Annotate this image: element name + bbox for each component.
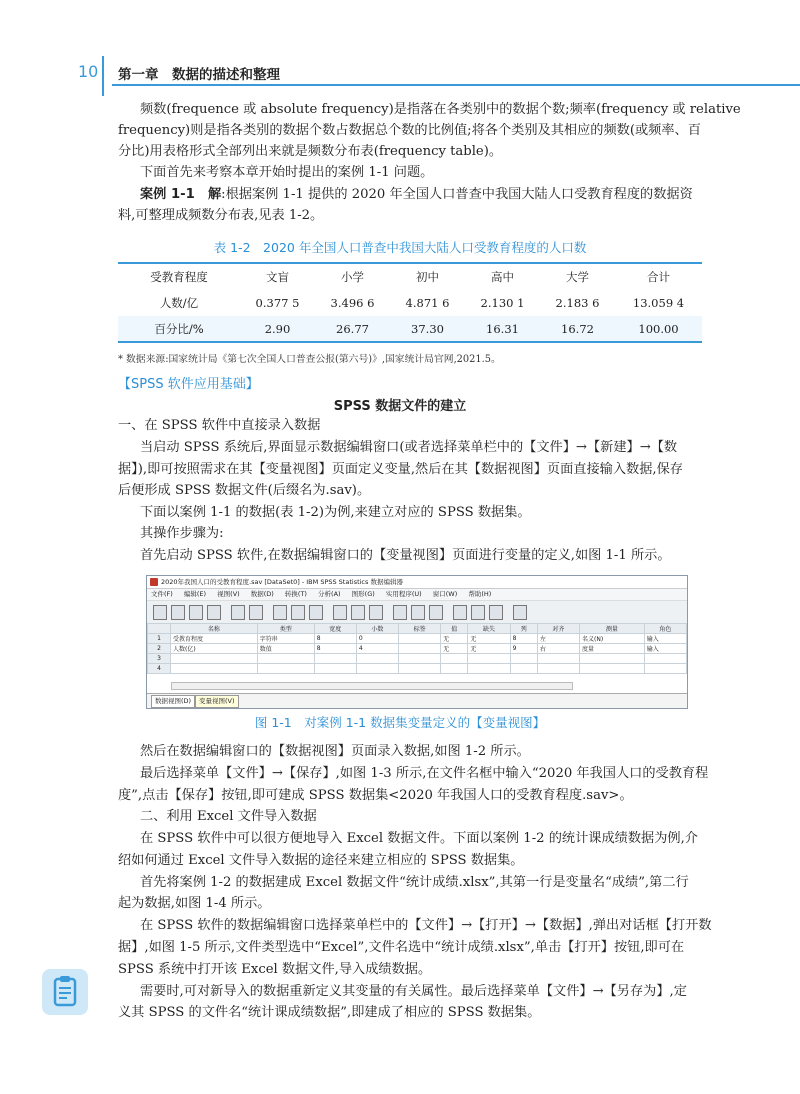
table-cell: 0.377 5 <box>240 290 315 316</box>
para-first-step: 首先启动 SPSS 软件,在数据编辑窗口的【变量视图】页面进行变量的定义,如图 1-1 所示。 <box>140 548 671 563</box>
para-example: 下面以案例 1-1 的数据(表 1-2)为例,来建立对应的 SPSS 数据集。 <box>140 505 531 520</box>
grid-cell[interactable]: 8 <box>510 634 537 644</box>
grid-col-header[interactable]: 名称 <box>171 624 258 634</box>
grid-cell[interactable] <box>356 664 398 674</box>
para-open-l1: 在 SPSS 软件的数据编辑窗口选择菜单栏中的【文件】→【打开】→【数据】,弹出对话框【打开数 <box>140 918 712 933</box>
grid-cell[interactable]: 无 <box>441 644 468 654</box>
header-rule <box>112 84 800 86</box>
table-cell: 受教育程度 <box>118 263 240 290</box>
row-number[interactable]: 2 <box>148 644 171 654</box>
subsection-heading-excel: 二、利用 Excel 文件导入数据 <box>140 809 317 824</box>
subsection-heading: 一、在 SPSS 软件中直接录入数据 <box>118 418 321 433</box>
grid-col-header[interactable]: 测量 <box>579 624 644 634</box>
table-cell: 4.871 6 <box>390 290 465 316</box>
grid-cell[interactable]: 名义(N) <box>579 634 644 644</box>
menu-window[interactable]: 窗口(W) <box>432 590 458 598</box>
table-cell: 百分比/% <box>118 316 240 343</box>
table-cell: 26.77 <box>315 316 390 343</box>
grid-row <box>148 664 687 674</box>
para-save-l2: 度”,点击【保存】按钮,即可建成 SPSS 数据集<2020 年我国人口的受教育程度.sav>。 <box>118 788 633 803</box>
grid-cell[interactable] <box>257 654 314 664</box>
value-labels-icon[interactable] <box>453 605 467 620</box>
table-cell: 2.90 <box>240 316 315 343</box>
page-number: 10 <box>78 62 99 81</box>
grid-cell[interactable] <box>537 654 579 664</box>
para-startup-l1: 当启动 SPSS 系统后,界面显示数据编辑窗口(或者选择菜单栏中的【文件】→【新建】→【数 <box>140 440 678 455</box>
menu-utilities[interactable]: 实用程序(U) <box>385 590 422 598</box>
spss-toolbar <box>147 601 687 624</box>
grid-cell[interactable] <box>171 664 258 674</box>
table-cell: 文盲 <box>240 263 315 290</box>
variables-icon[interactable] <box>309 605 323 620</box>
tab-data-view[interactable]: 数据视图(D) <box>151 695 195 708</box>
grid-cell[interactable]: 8 <box>314 644 356 654</box>
split-file-icon[interactable] <box>393 605 407 620</box>
menu-data[interactable]: 数据(D) <box>250 590 274 598</box>
variable-view-grid <box>147 623 687 674</box>
grid-cell[interactable] <box>441 654 468 664</box>
para-data-view: 然后在数据编辑窗口的【数据视图】页面录入数据,如图 1-2 所示。 <box>140 744 530 759</box>
insert-variable-icon[interactable] <box>369 605 383 620</box>
grid-cell[interactable]: 字符串 <box>257 634 314 644</box>
menu-transform[interactable]: 转换(T) <box>284 590 307 598</box>
table-cell: 3.496 6 <box>315 290 390 316</box>
tab-variable-view[interactable]: 变量视图(V) <box>195 695 239 708</box>
grid-cell[interactable] <box>468 654 510 664</box>
table-cell: 13.059 4 <box>615 290 702 316</box>
grid-cell[interactable] <box>579 654 644 664</box>
grid-cell[interactable]: 度量 <box>579 644 644 654</box>
spss-app-icon <box>150 578 158 586</box>
section-title: SPSS 数据文件的建立 <box>333 399 467 414</box>
section-tag: 【SPSS 软件应用基础】 <box>118 377 259 392</box>
table-caption: 表 1-2 2020 年全国人口普查中我国大陆人口受教育程度的人口数 <box>213 240 587 255</box>
grid-cell[interactable]: 8 <box>314 634 356 644</box>
row-number[interactable]: 4 <box>148 664 171 674</box>
dialog-recall-icon[interactable] <box>207 605 221 620</box>
grid-col-header[interactable]: 角色 <box>644 624 686 634</box>
grid-col-header[interactable]: 类型 <box>257 624 314 634</box>
spss-menubar <box>147 589 687 601</box>
grid-cell[interactable] <box>356 654 398 664</box>
para-frequency-l2: frequency)则是指各类别的数据个数占数据总个数的比例值;将各个类别及其相应的频数(或频率、百 <box>118 123 701 138</box>
table-header-row <box>118 263 702 290</box>
table-cell: 初中 <box>390 263 465 290</box>
grid-cell[interactable] <box>644 654 686 664</box>
grid-cell[interactable]: 0 <box>356 634 398 644</box>
grid-cell[interactable] <box>314 654 356 664</box>
clipboard-note-icon <box>42 969 88 1015</box>
table-cell: 2.130 1 <box>465 290 540 316</box>
grid-cell[interactable]: 右 <box>537 644 579 654</box>
menu-view[interactable]: 视图(V) <box>217 590 240 598</box>
grid-cell[interactable] <box>644 664 686 674</box>
grid-col-header[interactable]: 标签 <box>399 624 441 634</box>
grid-cell[interactable]: 左 <box>537 634 579 644</box>
para-save-l1: 最后选择菜单【文件】→【保存】,如图 1-3 所示,在文件名框中输入“2020 年我国人口的受教育程 <box>140 766 709 781</box>
education-table <box>118 262 702 343</box>
table-cell: 2.183 6 <box>540 290 615 316</box>
grid-cell[interactable]: 无 <box>441 634 468 644</box>
grid-cell[interactable] <box>171 654 258 664</box>
para-open-l2: 据】,如图 1-5 所示,文件类型选中“Excel”,文件名选中“统计成绩.xlsx”,单击【打开】按钮,即可在 <box>118 940 685 955</box>
spss-titlebar <box>147 576 687 589</box>
horizontal-scrollbar[interactable] <box>171 682 573 690</box>
grid-cell[interactable] <box>510 664 537 674</box>
view-tabs <box>147 693 687 708</box>
table-cell: 37.30 <box>390 316 465 343</box>
goto-case-icon[interactable] <box>273 605 287 620</box>
grid-cell[interactable] <box>257 664 314 674</box>
case-label: 案例 1-1 解 <box>140 187 222 202</box>
chapter-title: 第一章 数据的描述和整理 <box>118 67 280 83</box>
grid-col-header[interactable]: 对齐 <box>537 624 579 634</box>
para-frequency-l1: 频数(frequence 或 absolute frequency)是指落在各类别中的数据个数;频率(frequency 或 relative <box>140 102 741 117</box>
para-steps: 其操作步骤为: <box>140 526 224 541</box>
grid-row <box>148 634 687 644</box>
row-number[interactable]: 1 <box>148 634 171 644</box>
find-icon[interactable] <box>333 605 347 620</box>
spss-screenshot <box>146 575 688 709</box>
para-startup-l3: 后便形成 SPSS 数据文件(后缀名为.sav)。 <box>118 483 371 498</box>
grid-cell[interactable]: 无 <box>468 644 510 654</box>
grid-cell[interactable]: 输入 <box>644 634 686 644</box>
grid-col-header[interactable]: 缺失 <box>468 624 510 634</box>
para-excel-file-l2: 起为数据,如图 1-4 所示。 <box>118 896 271 911</box>
save-icon[interactable] <box>171 605 185 620</box>
grid-cell[interactable]: 人数(亿) <box>171 644 258 654</box>
grid-cell[interactable] <box>579 664 644 674</box>
para-case-solution-l1 <box>140 185 724 205</box>
table-cell: 16.72 <box>540 316 615 343</box>
grid-row <box>148 644 687 654</box>
grid-cell[interactable] <box>314 664 356 674</box>
para-excel-l2: 绍如何通过 Excel 文件导入数据的途径来建立相应的 SPSS 数据集。 <box>118 853 524 868</box>
grid-cell[interactable] <box>510 654 537 664</box>
table-row <box>118 316 702 343</box>
table-cell: 16.31 <box>465 316 540 343</box>
para-frequency-l3: 分比)用表格形式全部列出来就是频数分布表(frequency table)。 <box>118 144 503 159</box>
para-open-l3: SPSS 系统中打开该 Excel 数据文件,导入成绩数据。 <box>118 962 432 977</box>
grid-cell[interactable] <box>399 654 441 664</box>
insert-cases-icon[interactable] <box>351 605 365 620</box>
table-cell: 100.00 <box>615 316 702 343</box>
para-intro-case: 下面首先来考察本章开始时提出的案例 1-1 问题。 <box>140 165 434 180</box>
table-cell: 人数/亿 <box>118 290 240 316</box>
table-cell: 合计 <box>615 263 702 290</box>
para-saveas-l2: 义其 SPSS 的文件名“统计课成绩数据”,即建成了相应的 SPSS 数据集。 <box>118 1005 541 1020</box>
table-footnote: * 数据来源:国家统计局《第七次全国人口普查公报(第六号)》,国家统计局官网,2021.5。 <box>118 354 501 365</box>
case-text: :根据案例 1-1 提供的 2020 年全国人口普查中我国大陆人口受教育程度的数据资 <box>221 187 693 202</box>
weight-cases-icon[interactable] <box>411 605 425 620</box>
grid-col-header[interactable]: 值 <box>441 624 468 634</box>
page-header <box>0 0 800 96</box>
para-excel-l1: 在 SPSS 软件中可以很方便地导入 Excel 数据文件。下面以案例 1-2 的统计课成绩数据为例,介 <box>140 831 698 846</box>
grid-col-header[interactable]: 小数 <box>356 624 398 634</box>
undo-icon[interactable] <box>231 605 245 620</box>
grid-col-header[interactable]: 列 <box>510 624 537 634</box>
grid-cell[interactable] <box>399 664 441 674</box>
grid-cell[interactable] <box>399 634 441 644</box>
grid-cell[interactable]: 4 <box>356 644 398 654</box>
menu-file[interactable]: 文件(F) <box>151 590 173 598</box>
table-cell: 高中 <box>465 263 540 290</box>
grid-cell[interactable]: 数值 <box>257 644 314 654</box>
redo-icon[interactable] <box>249 605 263 620</box>
spss-window-title: 2020年我国人口的受教育程度.sav [DataSet0] - IBM SPSS Statistics 数据编辑器 <box>161 578 403 586</box>
menu-help[interactable]: 帮助(H) <box>468 590 492 598</box>
para-startup-l2: 据】),即可按照需求在其【变量视图】页面定义变量,然后在其【数据视图】页面直接输入数据,保存 <box>118 462 683 477</box>
figure-caption: 图 1-1 对案例 1-1 数据集变量定义的【变量视图】 <box>254 715 546 730</box>
grid-cell[interactable]: 受教育程度 <box>171 634 258 644</box>
use-sets-icon[interactable] <box>471 605 485 620</box>
grid-cell[interactable] <box>537 664 579 674</box>
para-excel-file-l1: 首先将案例 1-2 的数据建成 Excel 数据文件“统计成绩.xlsx”,其第一行是变量名“成绩”,第二行 <box>140 875 689 890</box>
table-cell: 大学 <box>540 263 615 290</box>
show-all-icon[interactable] <box>489 605 503 620</box>
table-cell: 小学 <box>315 263 390 290</box>
grid-corner <box>148 624 171 634</box>
grid-col-header[interactable]: 宽度 <box>314 624 356 634</box>
menu-edit[interactable]: 编辑(E) <box>183 590 207 598</box>
grid-cell[interactable] <box>441 664 468 674</box>
grid-header-row <box>148 624 687 634</box>
row-number[interactable]: 3 <box>148 654 171 664</box>
grid-row <box>148 654 687 664</box>
para-saveas-l1: 需要时,可对新导入的数据重新定义其变量的有关属性。最后选择菜单【文件】→【另存为】,定 <box>140 984 687 999</box>
header-divider <box>102 56 104 96</box>
grid-cell[interactable]: 输入 <box>644 644 686 654</box>
grid-cell[interactable]: 9 <box>510 644 537 654</box>
goto-variable-icon[interactable] <box>291 605 305 620</box>
grid-cell[interactable] <box>468 664 510 674</box>
spell-check-icon[interactable] <box>513 605 527 620</box>
grid-cell[interactable] <box>399 644 441 654</box>
open-icon[interactable] <box>153 605 167 620</box>
menu-graphs[interactable]: 图形(G) <box>351 590 375 598</box>
grid-cell[interactable]: 无 <box>468 634 510 644</box>
table-row <box>118 290 702 316</box>
select-cases-icon[interactable] <box>429 605 443 620</box>
menu-analyze[interactable]: 分析(A) <box>318 590 341 598</box>
print-icon[interactable] <box>189 605 203 620</box>
para-case-solution-l2: 料,可整理成频数分布表,见表 1-2。 <box>118 208 324 223</box>
